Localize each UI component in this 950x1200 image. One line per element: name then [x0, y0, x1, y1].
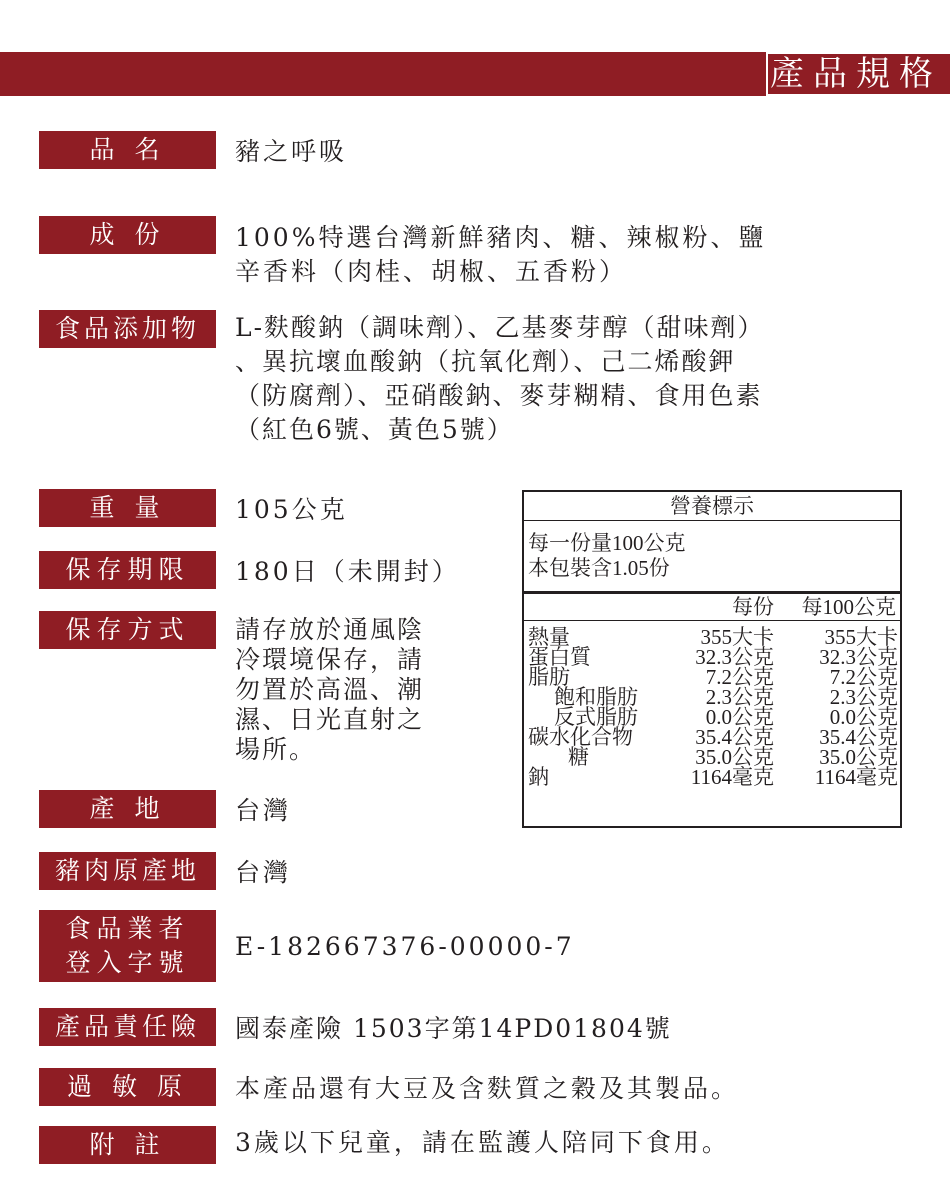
registration-label-line: 食品業者: [65, 914, 190, 943]
nutrition-row: [524, 667, 900, 687]
nutrient-per-serving: 2.3公克: [705, 685, 774, 709]
label-note: 附 註: [39, 1126, 216, 1164]
nutrition-row: [524, 647, 900, 667]
storage-line: 冷環境保存，請: [235, 645, 425, 674]
label-ingredients: 成 份: [39, 216, 216, 254]
nutrient-per-serving: 35.0公克: [695, 745, 774, 769]
value-ingredients: [235, 221, 766, 289]
additives-line: L-麩酸鈉（調味劑）、乙基麥芽醇（甜味劑）: [235, 313, 765, 342]
nutrition-row: [524, 627, 900, 647]
storage-line: 請存放於通風陰: [235, 615, 425, 644]
servings-per-package: 本包裝含1.05份: [528, 556, 670, 580]
value-allergen: 本產品還有大豆及含麩質之穀及其製品。: [235, 1074, 740, 1103]
storage-line: 場所。: [235, 735, 317, 764]
nutrition-row: [524, 687, 900, 707]
nutrient-name: 反式脂肪: [554, 705, 638, 729]
serving-size: 每一份量100公克: [528, 531, 686, 555]
nutrient-per-100g: 35.4公克: [819, 725, 898, 749]
value-registration: E-182667376-00000-7: [235, 932, 575, 961]
nutrient-per-serving: 7.2公克: [705, 665, 774, 689]
label-weight: 重 量: [39, 489, 216, 527]
nutrient-per-100g: 355大卡: [824, 625, 898, 649]
nutrient-per-100g: 35.0公克: [819, 745, 898, 769]
nutrition-row: [524, 707, 900, 727]
storage-line: 濕、日光直射之: [235, 705, 425, 734]
value-storage: [235, 615, 424, 765]
nutrition-serving-info: [524, 521, 900, 594]
label-allergen: 過 敏 原: [39, 1068, 216, 1106]
value-shelf-life: 180日（未開封）: [235, 557, 460, 586]
label-registration: [39, 910, 216, 982]
label-insurance: 產品責任險: [39, 1008, 216, 1046]
nutrition-row: [524, 747, 900, 767]
value-origin: 台灣: [235, 796, 292, 825]
value-insurance: 國泰產險 1503字第14PD01804號: [235, 1014, 672, 1043]
additives-line: （防腐劑）、亞硝酸鈉、麥芽糊精、食用色素: [235, 381, 763, 410]
nutrient-name: 脂肪: [528, 665, 570, 689]
nutrient-per-100g: 1164毫克: [814, 765, 898, 789]
registration-label-line: 登入字號: [65, 948, 190, 977]
value-note: 3歲以下兒童，請在監護人陪同下食用。: [235, 1128, 730, 1157]
nutrient-name: 蛋白質: [528, 645, 591, 669]
nutrient-name: 飽和脂肪: [554, 685, 638, 709]
nutrient-per-serving: 35.4公克: [695, 725, 774, 749]
nutrition-table: [522, 490, 902, 828]
nutrition-title: 營養標示: [524, 492, 900, 521]
nutrient-name: 熱量: [528, 625, 570, 649]
nutrient-per-serving: 355大卡: [700, 625, 774, 649]
nutrition-row: [524, 767, 900, 787]
label-origin: 產 地: [39, 790, 216, 828]
ingredients-line: 辛香料（肉桂、胡椒、五香粉）: [235, 257, 628, 286]
value-additives: [235, 311, 765, 447]
nutrient-per-serving: 32.3公克: [695, 645, 774, 669]
value-pork-origin: 台灣: [235, 858, 292, 887]
nutrient-per-100g: 32.3公克: [819, 645, 898, 669]
label-name: 品 名: [39, 131, 216, 169]
additives-line: 、異抗壞血酸鈉（抗氧化劑）、己二烯酸鉀: [235, 347, 736, 376]
header-banner: [0, 52, 950, 96]
label-shelf-life: 保存期限: [39, 551, 216, 589]
nutrient-per-100g: 0.0公克: [829, 705, 898, 729]
additives-line: （紅色6號、黃色5號）: [235, 415, 514, 444]
label-storage: 保存方式: [39, 611, 216, 649]
col-per-serving: 每份: [732, 595, 774, 619]
nutrient-name: 碳水化合物: [528, 725, 633, 749]
label-pork-origin: 豬肉原產地: [39, 852, 216, 890]
nutrient-per-100g: 7.2公克: [829, 665, 898, 689]
ingredients-line: 100%特選台灣新鮮豬肉、糖、辣椒粉、鹽: [235, 223, 767, 252]
page-title: 產品規格: [770, 54, 942, 94]
nutrient-per-serving: 1164毫克: [690, 765, 774, 789]
label-additives: 食品添加物: [39, 310, 216, 348]
nutrition-row: [524, 727, 900, 747]
value-name: 豬之呼吸: [235, 137, 348, 166]
storage-line: 勿置於高溫、潮: [235, 675, 425, 704]
nutrient-name: 鈉: [528, 765, 549, 789]
nutrient-name: 糖: [568, 745, 589, 769]
nutrition-rows: [524, 621, 900, 787]
col-per-100g: 每100公克: [801, 595, 896, 619]
nutrient-per-100g: 2.3公克: [829, 685, 898, 709]
value-weight: 105公克: [235, 495, 348, 524]
nutrition-column-headers: [524, 594, 900, 621]
nutrient-per-serving: 0.0公克: [705, 705, 774, 729]
